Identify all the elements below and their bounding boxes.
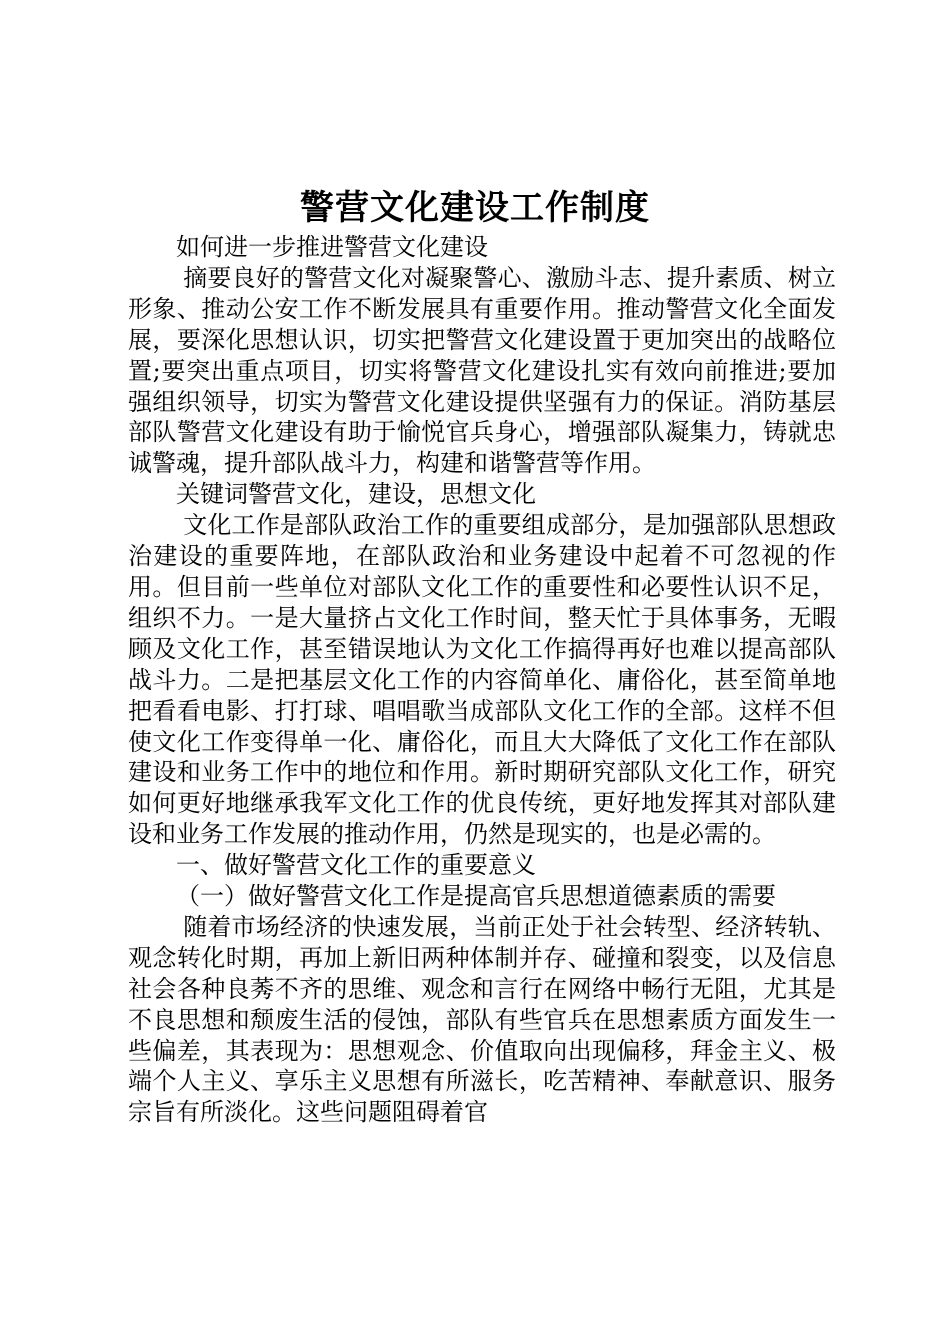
paragraph-keywords: 关键词警营文化，建设，思想文化 xyxy=(176,480,536,509)
paragraph-body: 随着市场经济的快速发展，当前正处于社会转型、经济转轨、观念转化时期，再加上新旧两种体制并存、碰撞和裂变，以及信息社会各种良莠不齐的思维、观念和言行在网络中畅行无阻，尤其是不良思想和颓废生活的侵蚀，部队有些官兵在思想素质方面发生一些偏差，其表现为：思想观念、价值取向出现偏移，拜金主义、极端个人主义、享乐主义思想有所滋长，吃苦精神、奉献意识、服务宗旨有所淡化。这些问题阻碍着官 xyxy=(128,912,836,1127)
section-heading: 一、做好警营文化工作的重要意义 xyxy=(176,851,536,880)
subsection-heading: （一）做好警营文化工作是提高官兵思想道德素质的需要 xyxy=(176,882,776,911)
paragraph-body: 文化工作是部队政治工作的重要组成部分，是加强部队思想政治建设的重要阵地，在部队政治和业务建设中起着不可忽视的作用。但目前一些单位对部队文化工作的重要性和必要性认识不足，组织不力。一是大量挤占文化工作时间，整天忙于具体事务，无暇顾及文化工作，甚至错误地认为文化工作搞得再好也难以提高部队战斗力。二是把基层文化工作的内容简单化、庸俗化，甚至简单地把看看电影、打打球、唱唱歌当成部队文化工作的全部。这样不但使文化工作变得单一化、庸俗化，而且大大降低了文化工作在部队建设和业务工作中的地位和作用。新时期研究部队文化工作，研究如何更好地继承我军文化工作的优良传统，更好地发挥其对部队建设和业务工作发展的推动作用，仍然是现实的，也是必需的。 xyxy=(128,511,836,849)
document-title: 警营文化建设工作制度 xyxy=(300,188,650,228)
paragraph-abstract: 摘要良好的警营文化对凝聚警心、激励斗志、提升素质、树立形象、推动公安工作不断发展具有重要作用。推动警营文化全面发展，要深化思想认识，切实把警营文化建设置于更加突出的战略位置;要突出重点项目，切实将警营文化建设扎实有效向前推进;要加强组织领导，切实为警营文化建设提供坚强有力的保证。消防基层部队警营文化建设有助于愉悦官兵身心，增强部队凝集力，铸就忠诚警魂，提升部队战斗力，构建和谐警营等作用。 xyxy=(128,263,836,478)
document-body xyxy=(128,232,836,1128)
paragraph-subtitle: 如何进一步推进警营文化建设 xyxy=(176,233,488,261)
